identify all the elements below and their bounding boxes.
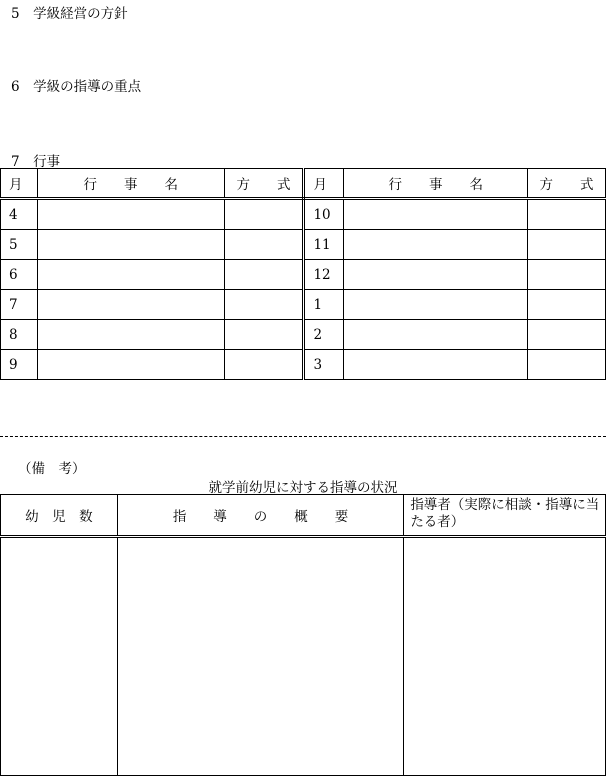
method-cell[interactable] <box>224 350 304 380</box>
header-event-name-right: 行 事 名 <box>344 169 528 199</box>
section-6-heading: 6 学級の指導の重点 <box>11 79 142 95</box>
month-cell: 12 <box>304 260 344 290</box>
month-cell: 10 <box>304 199 344 230</box>
method-cell[interactable] <box>224 199 304 230</box>
method-cell[interactable] <box>224 260 304 290</box>
kids-table-title: 就学前幼児に対する指導の状況 <box>208 480 398 496</box>
table-row <box>1 537 606 776</box>
month-cell: 5 <box>1 230 38 260</box>
section-7-heading: 7 行事 <box>11 154 61 170</box>
events-header-row <box>1 169 606 199</box>
table-row <box>1 199 606 230</box>
table-row <box>1 320 606 350</box>
method-cell[interactable] <box>224 230 304 260</box>
method-cell[interactable] <box>528 350 606 380</box>
kids-header-row <box>1 495 606 537</box>
table-row <box>1 350 606 380</box>
method-cell[interactable] <box>528 199 606 230</box>
guidance-summary-cell[interactable] <box>117 537 404 776</box>
method-cell[interactable] <box>528 290 606 320</box>
month-cell: 6 <box>1 260 38 290</box>
method-cell[interactable] <box>224 320 304 350</box>
event-name-cell[interactable] <box>37 290 224 320</box>
month-cell: 7 <box>1 290 38 320</box>
header-month-left: 月 <box>1 169 38 199</box>
event-name-cell[interactable] <box>37 230 224 260</box>
header-instructor: 指導者（実際に相談・指導に当たる者） <box>404 495 606 537</box>
event-name-cell[interactable] <box>344 260 528 290</box>
event-name-cell[interactable] <box>37 350 224 380</box>
kids-table <box>0 494 606 776</box>
event-name-cell[interactable] <box>37 320 224 350</box>
method-cell[interactable] <box>528 230 606 260</box>
table-row <box>1 290 606 320</box>
header-method-right: 方 式 <box>528 169 606 199</box>
table-row <box>1 230 606 260</box>
header-guidance-summary: 指 導 の 概 要 <box>117 495 404 537</box>
header-event-name-left: 行 事 名 <box>37 169 224 199</box>
event-name-cell[interactable] <box>344 199 528 230</box>
child-count-cell[interactable] <box>1 537 118 776</box>
method-cell[interactable] <box>528 260 606 290</box>
event-name-cell[interactable] <box>37 260 224 290</box>
section-5-heading: 5 学級経営の方針 <box>11 6 128 22</box>
event-name-cell[interactable] <box>37 199 224 230</box>
dashed-divider <box>0 436 606 437</box>
month-cell: 8 <box>1 320 38 350</box>
event-name-cell[interactable] <box>344 230 528 260</box>
instructor-cell[interactable] <box>404 537 606 776</box>
month-cell: 11 <box>304 230 344 260</box>
month-cell: 1 <box>304 290 344 320</box>
method-cell[interactable] <box>528 320 606 350</box>
event-name-cell[interactable] <box>344 350 528 380</box>
table-row <box>1 260 606 290</box>
month-cell: 9 <box>1 350 38 380</box>
event-name-cell[interactable] <box>344 320 528 350</box>
notes-label: （備 考） <box>18 461 86 477</box>
month-cell: 2 <box>304 320 344 350</box>
header-month-right: 月 <box>304 169 344 199</box>
month-cell: 3 <box>304 350 344 380</box>
method-cell[interactable] <box>224 290 304 320</box>
header-method-left: 方 式 <box>224 169 304 199</box>
event-name-cell[interactable] <box>344 290 528 320</box>
events-table <box>0 168 606 380</box>
header-child-count: 幼 児 数 <box>1 495 118 537</box>
month-cell: 4 <box>1 199 38 230</box>
